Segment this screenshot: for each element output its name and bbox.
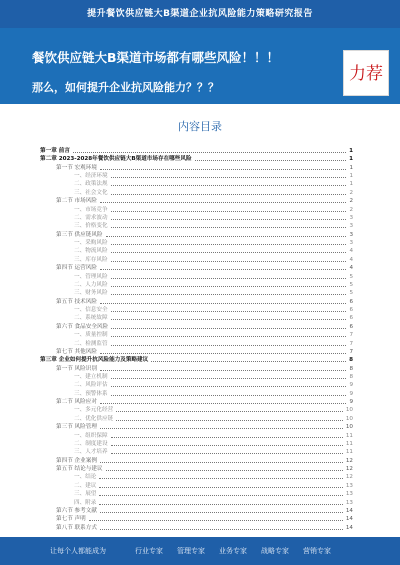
toc-entry-page: 9 xyxy=(349,399,353,406)
toc-entry-title: 第三章 企业如何提升抗风险能力及策略建议 xyxy=(40,357,149,364)
toc-entry-title: 二、物流风险 xyxy=(74,248,108,255)
toc-entry-title: 一、管理风险 xyxy=(74,273,108,280)
toc-entry-page: 5 xyxy=(349,290,353,297)
toc-entry[interactable] xyxy=(40,197,353,205)
toc-entry[interactable] xyxy=(40,381,353,389)
toc-entry[interactable] xyxy=(40,373,353,381)
toc-entry-page: 5 xyxy=(349,281,353,288)
footer-role: 管理专家 xyxy=(177,547,205,555)
footer-lead: 让每个人都能成为 xyxy=(50,547,106,555)
toc-entry-page: 7 xyxy=(349,332,353,339)
toc-leader-dots xyxy=(111,318,346,320)
toc-leader-dots xyxy=(111,243,346,245)
toc-entry-title: 第八节 联系方式 xyxy=(56,524,97,531)
toc-entry-title: 第一节 宏观环境 xyxy=(56,164,97,171)
toc-entry-page: 3 xyxy=(349,223,353,230)
toc-heading: 内容目录 xyxy=(178,120,222,133)
toc-entry-title: 第三节 供应链风险 xyxy=(56,231,103,238)
toc-leader-dots xyxy=(100,528,343,530)
toc-entry-page: 10 xyxy=(345,415,353,422)
toc-entry-title: 三、财务风险 xyxy=(74,290,108,297)
toc-entry-page: 6 xyxy=(349,307,353,314)
toc-entry-page: 4 xyxy=(349,265,353,272)
toc-entry[interactable] xyxy=(40,356,353,364)
toc-leader-dots xyxy=(111,452,343,454)
toc-entry-page: 1 xyxy=(349,156,353,163)
toc-entry-page: 12 xyxy=(345,457,353,464)
toc-leader-dots xyxy=(111,385,346,387)
toc-entry-page: 1 xyxy=(349,181,353,188)
toc-entry[interactable] xyxy=(40,214,353,222)
report-title: 提升餐饮供应链大B渠道企业抗风险能力策略研究报告 xyxy=(87,9,313,19)
toc-entry[interactable] xyxy=(40,348,353,356)
toc-entry-page: 13 xyxy=(345,482,353,489)
toc-entry-page: 4 xyxy=(349,256,353,263)
footer-role: 业务专家 xyxy=(219,547,247,555)
toc-leader-dots xyxy=(73,151,346,153)
toc-entry[interactable] xyxy=(40,390,353,398)
banner-subheadline: 那么，如何提升企业抗风险能力？？？ xyxy=(32,81,219,94)
toc-leader-dots xyxy=(111,293,346,295)
toc-entry-page: 3 xyxy=(349,240,353,247)
toc-entry-page: 14 xyxy=(345,524,353,531)
toc-entry-title: 一、结论 xyxy=(74,474,97,481)
toc-entry[interactable] xyxy=(40,298,353,306)
toc-leader-dots xyxy=(111,335,346,337)
toc-entry-title: 第一章 前言 xyxy=(40,148,70,154)
toc-leader-dots xyxy=(111,193,346,195)
toc-entry[interactable] xyxy=(40,457,353,465)
toc-entry-title: 一、采购风险 xyxy=(74,240,108,247)
toc-leader-dots xyxy=(100,511,343,513)
toc-entry-title: 第六节 参考文献 xyxy=(56,507,97,514)
toc-entry-page: 11 xyxy=(345,440,353,447)
toc-entry[interactable] xyxy=(40,331,353,339)
toc-entry-page: 6 xyxy=(349,315,353,322)
toc-entry[interactable] xyxy=(40,365,353,373)
toc-entry-page: 8 xyxy=(349,365,353,372)
toc-entry-page: 8 xyxy=(349,373,353,380)
toc-entry[interactable] xyxy=(40,473,353,481)
toc-entry[interactable] xyxy=(40,189,353,197)
toc-entry-title: 一、质量控制 xyxy=(74,332,108,339)
toc-entry[interactable] xyxy=(40,239,353,247)
toc-leader-dots xyxy=(100,352,346,354)
toc-leader-dots xyxy=(100,168,346,170)
toc-entry-page: 12 xyxy=(345,466,353,473)
toc-entry-title: 第五节 技术风险 xyxy=(56,298,97,305)
toc-entry[interactable] xyxy=(40,281,353,289)
toc-entry[interactable] xyxy=(40,314,353,322)
toc-entry-page: 8 xyxy=(349,357,353,364)
toc-entry[interactable] xyxy=(40,180,353,188)
toc-entry[interactable] xyxy=(40,448,353,456)
toc-entry-page: 7 xyxy=(349,340,353,347)
toc-entry[interactable] xyxy=(40,465,353,473)
toc-entry-title: 第二节 市场风险 xyxy=(56,198,97,205)
toc-entry-title: 一、建立机制 xyxy=(74,373,108,380)
report-header-bar xyxy=(0,0,400,28)
toc-entry[interactable] xyxy=(40,490,353,498)
toc-leader-dots xyxy=(100,201,346,203)
toc-entry-page: 5 xyxy=(349,273,353,280)
toc-leader-dots xyxy=(111,176,346,178)
toc-entry-title: 第四节 运营风险 xyxy=(56,265,97,272)
toc-leader-dots xyxy=(100,268,346,270)
toc-entry-title: 一、组织保障 xyxy=(74,432,108,439)
toc-entry-title: 一、市场竞争 xyxy=(74,206,108,213)
toc-entry-page: 1 xyxy=(349,164,353,171)
toc-leader-dots xyxy=(111,377,346,379)
toc-leader-dots xyxy=(99,494,343,496)
toc-entry-title: 第七节 声明 xyxy=(56,516,86,523)
toc-leader-dots xyxy=(111,226,346,228)
toc-entry[interactable] xyxy=(40,231,353,239)
recommend-stamp: 力荐 xyxy=(343,50,389,96)
toc-entry-title: 第一节 风险识别 xyxy=(56,365,97,372)
toc-entry-title: 三、预警体系 xyxy=(74,390,108,397)
toc-entry-title: 第三节 风险管理 xyxy=(56,424,97,431)
toc-entry-page: 1 xyxy=(349,173,353,180)
toc-entry-page: 14 xyxy=(345,516,353,523)
footer-role: 营销专家 xyxy=(303,547,331,555)
toc-entry-title: 三、社会文化 xyxy=(74,189,108,196)
toc-leader-dots xyxy=(106,235,346,237)
toc-entry-page: 9 xyxy=(349,382,353,389)
toc-entry-title: 二、需求波动 xyxy=(74,214,108,221)
toc-entry-page: 12 xyxy=(345,474,353,481)
toc-entry-page: 6 xyxy=(349,323,353,330)
toc-leader-dots xyxy=(99,503,343,505)
toc-entry-title: 第五节 结论与建议 xyxy=(56,466,103,473)
toc-entry-title: 四、附录 xyxy=(74,499,97,506)
toc-entry-title: 一、经济环境 xyxy=(74,173,108,180)
toc-entry[interactable] xyxy=(40,515,353,523)
toc-entry-page: 3 xyxy=(349,231,353,238)
toc-entry-title: 第四节 企业案例 xyxy=(56,457,97,464)
toc-entry[interactable] xyxy=(40,432,353,440)
toc-entry-title: 一、信息安全 xyxy=(74,307,108,314)
toc-entry-title: 三、库存风险 xyxy=(74,256,108,263)
toc-entry-page: 13 xyxy=(345,491,353,498)
toc-entry[interactable] xyxy=(40,306,353,314)
toc-entry-title: 一、多元化经营 xyxy=(74,407,114,414)
toc-leader-dots xyxy=(111,444,343,446)
toc-leader-dots xyxy=(111,285,346,287)
toc-entry-title: 二、建议 xyxy=(74,482,97,489)
toc-entry[interactable] xyxy=(40,264,353,272)
toc-entry-page: 11 xyxy=(345,449,353,456)
toc-entry[interactable] xyxy=(40,289,353,297)
toc-entry-title: 第七节 其他风险 xyxy=(56,348,97,355)
table-of-contents xyxy=(40,147,353,532)
toc-leader-dots xyxy=(111,210,346,212)
toc-entry-page: 13 xyxy=(345,499,353,506)
toc-leader-dots xyxy=(100,302,346,304)
toc-entry-title: 三、价格变化 xyxy=(74,223,108,230)
toc-leader-dots xyxy=(195,159,346,161)
toc-entry[interactable] xyxy=(40,172,353,180)
toc-entry[interactable] xyxy=(40,256,353,264)
toc-entry-title: 三、展望 xyxy=(74,491,97,498)
toc-entry[interactable] xyxy=(40,164,353,172)
footer-bar xyxy=(0,537,400,565)
toc-entry-title: 第二节 风险应对 xyxy=(56,399,97,406)
toc-entry-title: 第二章 2023-2028年餐饮供应链大B渠道市场存在哪些风险 xyxy=(40,156,192,163)
toc-entry-page: 11 xyxy=(345,432,353,439)
toc-entry-page: 2 xyxy=(349,206,353,213)
toc-leader-dots xyxy=(111,277,346,279)
toc-entry-title: 二、人力风险 xyxy=(74,281,108,288)
toc-entry-page: 4 xyxy=(349,248,353,255)
toc-entry-title: 二、风险评估 xyxy=(74,382,108,389)
toc-entry-page: 1 xyxy=(349,148,353,154)
toc-entry[interactable] xyxy=(40,524,353,532)
toc-entry[interactable] xyxy=(40,406,353,414)
toc-leader-dots xyxy=(111,436,343,438)
toc-entry[interactable] xyxy=(40,440,353,448)
toc-entry[interactable] xyxy=(40,415,353,423)
toc-entry[interactable] xyxy=(40,323,353,331)
toc-leader-dots xyxy=(111,344,346,346)
toc-entry[interactable] xyxy=(40,499,353,507)
toc-entry-title: 二、检测监管 xyxy=(74,340,108,347)
toc-entry[interactable] xyxy=(40,222,353,230)
toc-entry[interactable] xyxy=(40,206,353,214)
toc-leader-dots xyxy=(116,410,343,412)
toc-entry[interactable] xyxy=(40,247,353,255)
toc-leader-dots xyxy=(151,360,346,362)
toc-leader-dots xyxy=(89,519,343,521)
toc-entry-page: 9 xyxy=(349,390,353,397)
toc-leader-dots xyxy=(111,184,346,186)
toc-entry-page: 3 xyxy=(349,214,353,221)
toc-leader-dots xyxy=(111,251,346,253)
toc-leader-dots xyxy=(111,218,346,220)
toc-leader-dots xyxy=(100,402,346,404)
toc-entry[interactable] xyxy=(40,482,353,490)
toc-entry[interactable] xyxy=(40,398,353,406)
toc-leader-dots xyxy=(111,394,346,396)
toc-entry-page: 2 xyxy=(349,189,353,196)
toc-entry[interactable] xyxy=(40,273,353,281)
toc-entry-title: 三、人才培养 xyxy=(74,449,108,456)
toc-leader-dots xyxy=(100,369,346,371)
toc-entry-page: 10 xyxy=(345,407,353,414)
toc-entry[interactable] xyxy=(40,155,353,163)
toc-entry-page: 14 xyxy=(345,507,353,514)
toc-leader-dots xyxy=(99,486,343,488)
toc-entry[interactable] xyxy=(40,340,353,348)
toc-entry-page: 6 xyxy=(349,298,353,305)
toc-leader-dots xyxy=(111,260,346,262)
toc-entry-title: 二、优化供应链 xyxy=(74,415,114,422)
toc-entry[interactable] xyxy=(40,147,353,155)
toc-entry-title: 二、制度建设 xyxy=(74,440,108,447)
footer-role: 行业专家 xyxy=(135,547,163,555)
toc-entry-page: 2 xyxy=(349,198,353,205)
toc-entry-title: 二、系统故障 xyxy=(74,315,108,322)
toc-entry-title: 第六节 食品安全风险 xyxy=(56,323,109,330)
toc-entry-page: 10 xyxy=(345,424,353,431)
toc-leader-dots xyxy=(106,469,343,471)
toc-entry-page: 7 xyxy=(349,348,353,355)
banner-headline: 餐饮供应链大B渠道市场都有哪些风险！！！ xyxy=(32,50,280,65)
toc-entry-title: 二、政策法规 xyxy=(74,181,108,188)
toc-leader-dots xyxy=(111,327,346,329)
toc-leader-dots xyxy=(100,427,343,429)
toc-leader-dots xyxy=(100,461,343,463)
toc-leader-dots xyxy=(116,419,343,421)
toc-leader-dots xyxy=(111,310,346,312)
toc-entry[interactable] xyxy=(40,423,353,431)
toc-entry[interactable] xyxy=(40,507,353,515)
toc-leader-dots xyxy=(99,477,343,479)
footer-role: 战略专家 xyxy=(261,547,289,555)
